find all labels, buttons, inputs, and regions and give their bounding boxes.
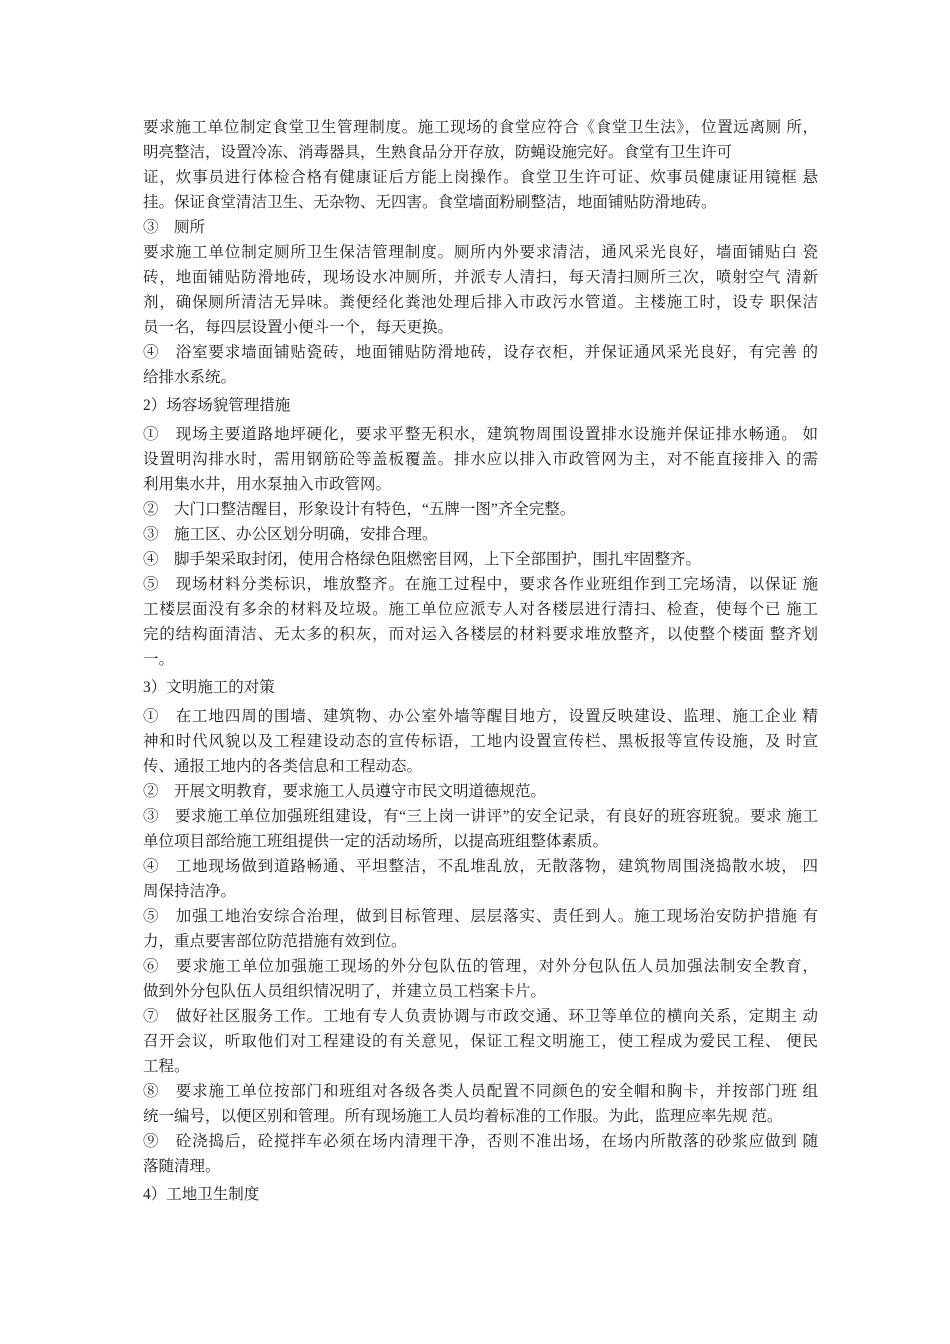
paragraph-line: 工程。 [143, 1058, 190, 1075]
list-item-line: ① 现场主要道路地坪硬化，要求平整无积水，建筑物周围设置排水设施并保证排水畅通。 如 [143, 426, 818, 443]
section-heading: 2）场容场貌管理措施 [143, 397, 291, 414]
paragraph-line: 给排水系统。 [143, 369, 237, 386]
list-item-line: ③ 要求施工单位加强班组建设，有“三上岗一讲评”的安全记录，有良好的班容班貌。要求 施工 [143, 808, 818, 825]
paragraph-line: 明亮整洁，设置冷冻、消毒器具，生熟食品分开存放，防蝇设施完好。食堂有卫生许可 [143, 144, 733, 161]
list-item-line: ④ 脚手架采取封闭，使用合格绿色阻燃密目网，上下全部围护，围扎牢固整齐。 [143, 551, 702, 568]
paragraph-line: 神和时代风貌以及工程建设动态的宣传标语，工地内设置宣传栏、黑板报等宣传设施，及 时宣 [143, 733, 818, 750]
paragraph-line: 员一名，每四层设置小便斗一个，每天更换。 [143, 319, 454, 336]
list-item-line: ③ 厕所 [143, 219, 206, 236]
paragraph-line: 统一编号，以便区别和管理。所有现场施工人员均着标准的工作服。为此，监理应率先规 范。 [143, 1108, 783, 1125]
document-page [143, 115, 818, 1211]
paragraph-line: 单位项目部给施工班组提供一定的活动场所，以提高班组整体素质。 [143, 833, 609, 850]
list-item-line: ⑨ 砼浇捣后，砼搅拌车必须在场内清理干净，否则不准出场，在场内所散落的砂浆应做到 随 [143, 1133, 818, 1150]
list-item-line: ② 大门口整洁醒目，形象设计有特色，“五牌一图”齐全完整。 [143, 501, 576, 518]
paragraph-line: 周保持洁净。 [143, 883, 237, 900]
paragraph-line: 一。 [143, 651, 175, 668]
paragraph-line: 召开会议，听取他们对工程建设的有关意见，保证工程文明施工，使工程成为爱民工程、 便民 [143, 1033, 818, 1050]
section-heading: 3）文明施工的对策 [143, 679, 275, 696]
list-item-line: ④ 浴室要求墙面铺贴瓷砖，地面铺贴防滑地砖，设存衣柜，并保证通风采光良好，有完善 的 [143, 344, 818, 361]
paragraph-line: 要求施工单位制定厕所卫生保洁管理制度。厕所内外要求清洁，通风采光良好，墙面铺贴白 瓷 [143, 244, 818, 261]
list-item-line: ④ 工地现场做到道路畅通、平坦整洁，不乱堆乱放，无散落物，建筑物周围浇捣散水坡， 四 [143, 858, 818, 875]
paragraph-line: 落随清理。 [143, 1158, 221, 1175]
list-item-line: ③ 施工区、办公区划分明确，安排合理。 [143, 526, 438, 543]
paragraph-line: 挂。保证食堂清洁卫生、无杂物、无四害。食堂墙面粉刷整洁，地面铺贴防滑地砖。 [143, 194, 717, 211]
list-item-line: ⑧ 要求施工单位按部门和班组对各级各类人员配置不同颜色的安全帽和胸卡，并按部门班 组 [143, 1083, 818, 1100]
list-item-line: ② 开展文明教育，要求施工人员遵守市民文明道德规范。 [143, 783, 547, 800]
paragraph-line: 完的结构面清洁、无太多的积灰，而对运入各楼层的材料要求堆放整齐，以使整个楼面 整齐划 [143, 626, 818, 643]
list-item-line: ① 在工地四周的围墙、建筑物、办公室外墙等醒目地方，设置反映建设、监理、施工企业 精 [143, 708, 818, 725]
paragraph-line: 力，重点要害部位防范措施有效到位。 [143, 933, 407, 950]
list-item-line: ⑤ 加强工地治安综合治理，做到目标管理、层层落实、责任到人。施工现场治安防护措施 有 [143, 908, 818, 925]
section-heading: 4）工地卫生制度 [143, 1186, 260, 1203]
paragraph-line: 工楼层面没有多余的材料及垃圾。施工单位应派专人对各楼层进行清扫、检查，使每个已 施工 [143, 601, 818, 618]
list-item-line: ⑦ 做好社区服务工作。工地有专人负责协调与市政交通、环卫等单位的横向关系，定期主 动 [143, 1008, 818, 1025]
paragraph-line: 传、通报工地内的各类信息和工程动态。 [143, 758, 423, 775]
paragraph-line: 剂，确保厕所清洁无异味。粪便经化粪池处理后排入市政污水管道。主楼施工时，设专 职保洁 [143, 294, 818, 311]
paragraph-line: 设置明沟排水时，需用钢筋砼等盖板覆盖。排水应以排入市政管网为主，对不能直接排入 的需 [143, 451, 818, 468]
paragraph-line: 要求施工单位制定食堂卫生管理制度。施工现场的食堂应符合《食堂卫生法》，位置远离厕 所， [143, 119, 818, 136]
paragraph-line: 砖，地面铺贴防滑地砖，现场设水冲厕所，并派专人清扫，每天清扫厕所三次，喷射空气 清新 [143, 269, 818, 286]
paragraph-line: 利用集水井，用水泵抽入市政管网。 [143, 476, 392, 493]
paragraph-line: 证，炊事员进行体检合格有健康证后方能上岗操作。食堂卫生许可证、炊事员健康证用镜框 悬 [143, 169, 818, 186]
paragraph-line: 做到外分包队伍人员组织情况明了，并建立员工档案卡片。 [143, 983, 547, 1000]
list-item-line: ⑥ 要求施工单位加强施工现场的外分包队伍的管理，对外分包队伍人员加强法制安全教育， [143, 958, 818, 975]
list-item-line: ⑤ 现场材料分类标识，堆放整齐。在施工过程中，要求各作业班组作到工完场清，以保证 施 [143, 576, 818, 593]
